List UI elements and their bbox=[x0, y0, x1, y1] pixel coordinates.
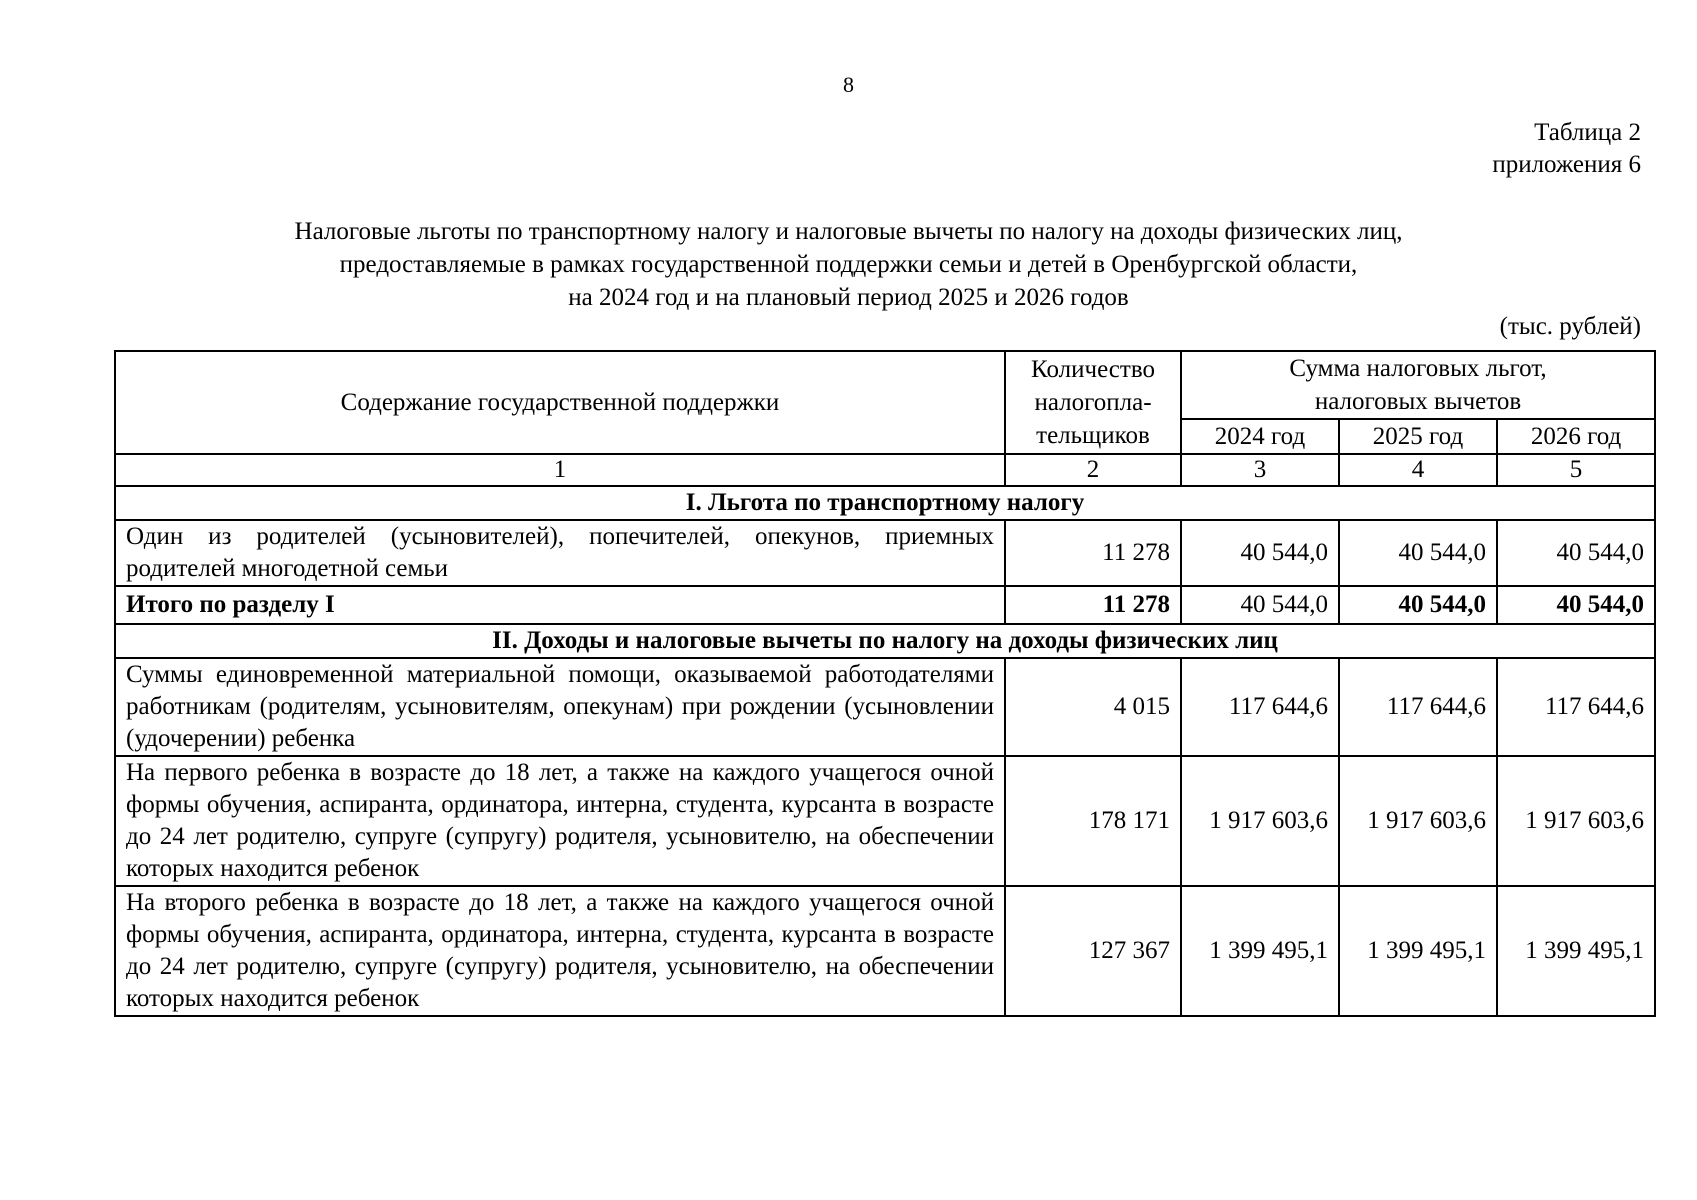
row-value-2026: 40 544,0 bbox=[1497, 520, 1655, 586]
row-description: Один из родителей (усыновителей), попечителей, опекунов, приемных родителей многодетной семьи bbox=[115, 520, 1005, 586]
row-description: На второго ребенка в возрасте до 18 лет, а также на каждого учащегося очной формы обучения, аспиранта, ординатора, интерна, студента, курсанта в возрасте до 24 лет родителю, супруге (супругу) родителя, усыновителю, на обеспечении которых находится ребенок bbox=[115, 886, 1005, 1016]
header-row bbox=[115, 351, 1655, 419]
header-year-2025: 2025 год bbox=[1339, 419, 1497, 454]
row-count: 4 015 bbox=[1005, 658, 1181, 756]
header-taxpayer-count bbox=[1005, 351, 1181, 454]
tax-benefits-table bbox=[114, 350, 1656, 1017]
row-count: 11 278 bbox=[1005, 520, 1181, 586]
table-row bbox=[115, 520, 1655, 586]
table-ref-line1: Таблица 2 bbox=[1534, 119, 1641, 146]
document-title bbox=[0, 215, 1697, 314]
row-value-2025: 40 544,0 bbox=[1339, 520, 1497, 586]
row-value-2024: 40 544,0 bbox=[1181, 520, 1339, 586]
header-sum-line2: налоговых вычетов bbox=[1314, 388, 1522, 415]
row-value-2025: 1 917 603,6 bbox=[1339, 756, 1497, 886]
row-description: Суммы единовременной материальной помощи, оказываемой работодателями работникам (родителям, усыновителям, опекунам) при рождении (усыновлении (удочерении) ребенка bbox=[115, 658, 1005, 756]
row-description: На первого ребенка в возрасте до 18 лет, а также на каждого учащегося очной формы обучения, аспиранта, ординатора, интерна, студента, курсанта в возрасте до 24 лет родителю, супруге (супругу) родителя, усыновителю, на обеспечении которых находится ребенок bbox=[115, 756, 1005, 886]
section-row bbox=[115, 624, 1655, 658]
row-value-2024: 1 917 603,6 bbox=[1181, 756, 1339, 886]
row-value-2026: 1 399 495,1 bbox=[1497, 886, 1655, 1016]
total-count: 11 278 bbox=[1005, 586, 1181, 624]
total-row bbox=[115, 586, 1655, 624]
total-value-2024: 40 544,0 bbox=[1181, 586, 1339, 624]
title-line2: предоставляемые в рамках государственной поддержки семьи и детей в Оренбургской области, bbox=[339, 251, 1358, 278]
page-number: 8 bbox=[843, 72, 854, 97]
table-ref-line2: приложения 6 bbox=[1492, 151, 1641, 178]
header-count-line2: налогопла- bbox=[1034, 389, 1152, 416]
header-count-line1: Количество bbox=[1031, 356, 1155, 383]
section2-title: II. Доходы и налоговые вычеты по налогу на доходы физических лиц bbox=[115, 624, 1655, 658]
title-line3: на 2024 год и на плановый период 2025 и 2026 годов bbox=[568, 284, 1129, 311]
table-row bbox=[115, 658, 1655, 756]
units-label: (тыс. рублей) bbox=[1499, 313, 1641, 340]
row-value-2026: 117 644,6 bbox=[1497, 658, 1655, 756]
header-sum-line1: Сумма налоговых льгот, bbox=[1289, 355, 1547, 382]
row-value-2024: 117 644,6 bbox=[1181, 658, 1339, 756]
header-year-2024: 2024 год bbox=[1181, 419, 1339, 454]
table-row bbox=[115, 756, 1655, 886]
section-row bbox=[115, 486, 1655, 520]
col-number: 2 bbox=[1005, 454, 1181, 486]
row-value-2026: 1 917 603,6 bbox=[1497, 756, 1655, 886]
row-value-2025: 117 644,6 bbox=[1339, 658, 1497, 756]
header-sum-group bbox=[1181, 351, 1655, 419]
title-line1: Налоговые льготы по транспортному налогу и налоговые вычеты по налогу на доходы физических лиц, bbox=[294, 218, 1403, 245]
row-count: 178 171 bbox=[1005, 756, 1181, 886]
total-value-2026: 40 544,0 bbox=[1497, 586, 1655, 624]
table-reference bbox=[1492, 117, 1641, 181]
column-numbers-row bbox=[115, 454, 1655, 486]
row-value-2025: 1 399 495,1 bbox=[1339, 886, 1497, 1016]
header-year-2026: 2026 год bbox=[1497, 419, 1655, 454]
row-value-2024: 1 399 495,1 bbox=[1181, 886, 1339, 1016]
table-row bbox=[115, 886, 1655, 1016]
col-number: 5 bbox=[1497, 454, 1655, 486]
col-number: 4 bbox=[1339, 454, 1497, 486]
row-count: 127 367 bbox=[1005, 886, 1181, 1016]
total-label: Итого по разделу I bbox=[115, 586, 1005, 624]
col-number: 1 bbox=[115, 454, 1005, 486]
header-content: Содержание государственной поддержки bbox=[115, 351, 1005, 454]
total-value-2025: 40 544,0 bbox=[1339, 586, 1497, 624]
section1-title: I. Льгота по транспортному налогу bbox=[115, 486, 1655, 520]
col-number: 3 bbox=[1181, 454, 1339, 486]
header-count-line3: тельщиков bbox=[1036, 422, 1150, 449]
